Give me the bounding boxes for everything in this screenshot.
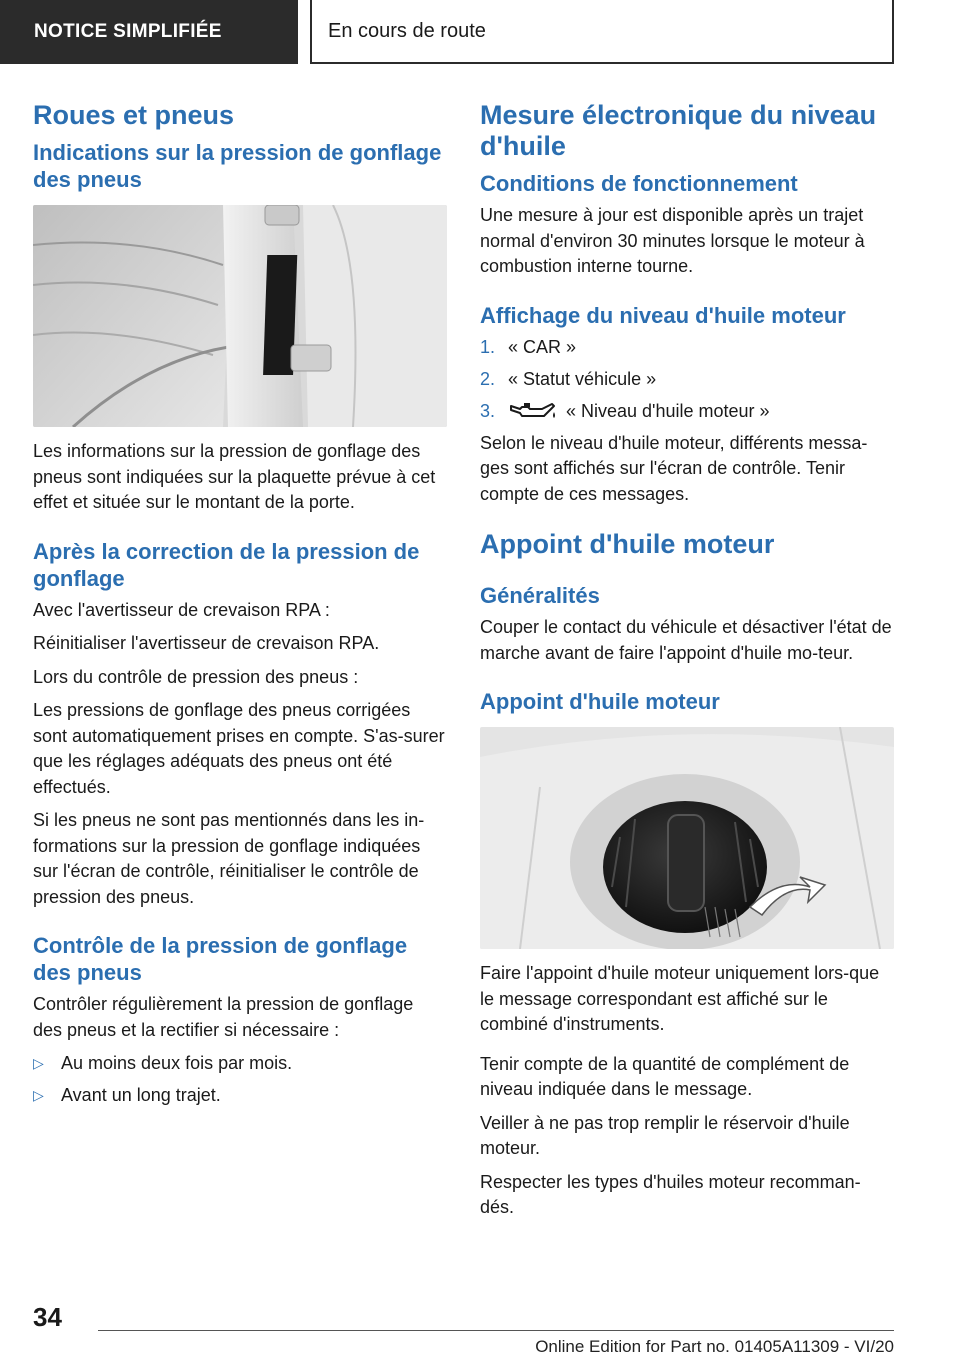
heading-pressure-info: Indications sur la pression de gonflage des pneus bbox=[33, 140, 442, 192]
heading-oil-refill: Appoint d'huile moteur bbox=[480, 529, 775, 559]
list-item: ▷ Avant un long trajet. bbox=[33, 1083, 447, 1108]
triangle-bullet-icon: ▷ bbox=[33, 1087, 44, 1103]
triangle-bullet-icon: ▷ bbox=[33, 1055, 44, 1071]
list-item: 3. « Niveau d'huile moteur » bbox=[480, 400, 770, 421]
page-number: 34 bbox=[33, 1302, 62, 1332]
list-item: 2. « Statut véhicule » bbox=[480, 368, 657, 389]
oil-can-icon bbox=[508, 400, 556, 422]
left-column bbox=[33, 100, 447, 1115]
heading-wheels-tires: Roues et pneus bbox=[33, 100, 235, 130]
list-item: ▷ Au moins deux fois par mois. bbox=[33, 1051, 447, 1076]
heading-oil-display: Affichage du niveau d'huile moteur bbox=[480, 302, 846, 328]
rpa-condition: Avec l'avertisseur de crevaison RPA : bbox=[33, 599, 330, 620]
list-item: 1. « CAR » bbox=[480, 336, 577, 357]
chapter-title: En cours de route bbox=[310, 0, 894, 64]
check-bullet-list bbox=[33, 1051, 447, 1108]
conditions-text: Une mesure à jour est disponible après un trajet normal d'environ 30 minutes lorsque le moteur à combustion interne tourne. bbox=[480, 205, 865, 276]
page-header bbox=[0, 0, 960, 66]
heading-after-correction: Après la correction de la pression de gonflage bbox=[33, 538, 420, 591]
refill-text-3: Veiller à ne pas trop remplir le réservoir d'huile moteur. bbox=[480, 1112, 850, 1158]
tpm-condition: Lors du contrôle de pression des pneus : bbox=[33, 666, 359, 687]
footer-divider bbox=[98, 1330, 894, 1331]
heading-conditions: Conditions de fonctionnement bbox=[480, 171, 798, 196]
section-tab: NOTICE SIMPLIFIÉE bbox=[0, 0, 298, 64]
oil-display-text: Selon le niveau d'huile moteur, différents messa-ges sont affichés sur l'écran de contrôle. Tenir compte de ces messages. bbox=[480, 432, 868, 504]
oil-cap-photo bbox=[480, 727, 894, 949]
refill-text-4: Respecter les types d'huiles moteur recomman-dés. bbox=[480, 1171, 861, 1217]
door-pillar-photo bbox=[33, 205, 447, 427]
pressure-info-text: Les informations sur la pression de gonflage des pneus sont indiquées sur la plaquette prévue à cet effet et située sur le montant de la porte. bbox=[33, 441, 436, 512]
edition-footer: Online Edition for Part no. 01405A11309 - VI/20 bbox=[535, 1337, 894, 1356]
refill-text-2: Tenir compte de la quantité de complément de niveau indiquée dans le message. bbox=[480, 1053, 850, 1099]
right-column bbox=[480, 100, 894, 1229]
heading-general: Généralités bbox=[480, 583, 600, 608]
steps-list bbox=[480, 335, 894, 424]
refill-text-1: Faire l'appoint d'huile moteur uniquement lors-que le message correspondant est affiché sur le combiné d'instruments. bbox=[480, 963, 880, 1034]
tpm-auto-text: Les pressions de gonflage des pneus corrigées sont automatiquement prises en compte. S'as-surer que les réglages adéquats des pneus ont été effectués. bbox=[33, 700, 445, 797]
heading-pressure-check: Contrôle de la pression de gonflage des pneus bbox=[33, 933, 408, 985]
heading-oil-measurement: Mesure électronique du niveau d'huile bbox=[480, 100, 877, 161]
tpm-reset-text: Si les pneus ne sont pas mentionnés dans les in-formations sur la pression de gonflage indiquées sur l'écran de contrôle, réinitialiser le contrôle de pression des pneus. bbox=[33, 810, 425, 907]
heading-refill: Appoint d'huile moteur bbox=[480, 689, 720, 714]
general-text: Couper le contact du véhicule et désactiver l'état de marche avant de faire l'appoint d'huile mo-teur. bbox=[480, 617, 892, 663]
rpa-reset: Réinitialiser l'avertisseur de crevaison RPA. bbox=[33, 633, 380, 653]
pressure-check-text: Contrôler régulièrement la pression de gonflage des pneus et la rectifier si nécessaire : bbox=[33, 994, 414, 1040]
